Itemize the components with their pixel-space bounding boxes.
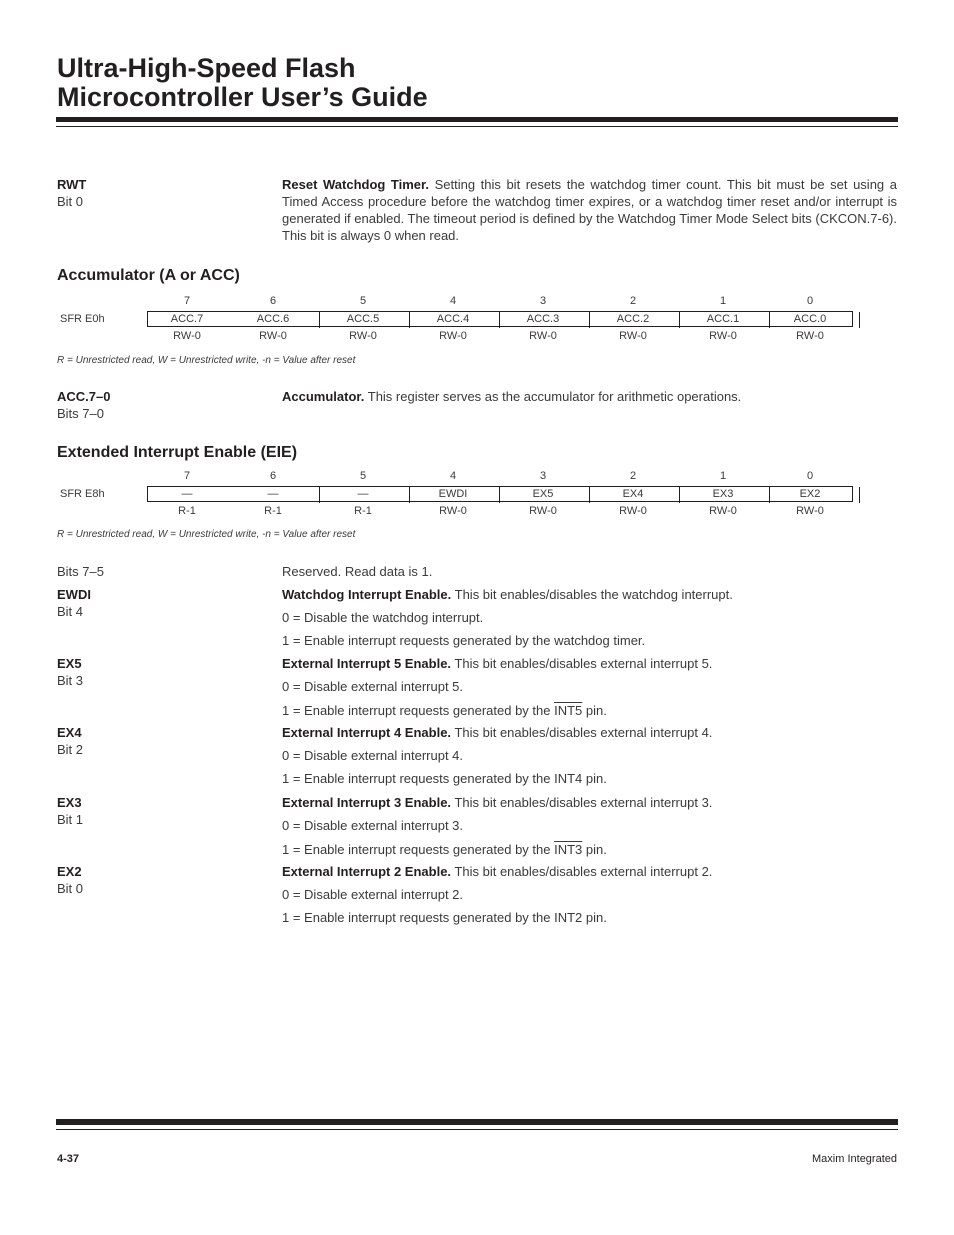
- eie-sfr-address: SFR E8h: [60, 488, 105, 500]
- ex2-label: [57, 863, 83, 897]
- page-number: 4-37: [57, 1153, 80, 1165]
- eie-bit-access: R-1: [178, 505, 196, 517]
- acc-bit-access: RW-0: [619, 330, 647, 342]
- ex5-bit: Bit 3: [57, 673, 84, 688]
- eie-bit-number: 4: [449, 470, 457, 482]
- footer-rule-thin: [56, 1129, 898, 1130]
- ex5-heading: External Interrupt 5 Enable.: [282, 656, 452, 671]
- ewdi-line-1: 1 = Enable interrupt requests generated by the watchdog timer.: [282, 633, 646, 648]
- eie-cell-divider: [499, 487, 500, 503]
- ex2-name: EX2: [57, 864, 82, 879]
- ex5-label: [57, 655, 83, 689]
- acc-register-note: R = Unrestricted read, W = Unrestricted write, -n = Value after reset: [57, 355, 356, 366]
- ex2-text: This bit enables/disables external interrupt 2.: [454, 864, 713, 879]
- eie-bit-number: 6: [269, 470, 277, 482]
- eie-bit-name: EWDI: [438, 488, 468, 500]
- acc-bit-number: 5: [359, 295, 367, 307]
- rwt-description: [282, 176, 897, 244]
- acc-bit-number: 3: [539, 295, 547, 307]
- acc-access-row: [57, 328, 857, 344]
- eie-bit-name: EX4: [622, 488, 644, 500]
- eie-bit-name: EX3: [712, 488, 734, 500]
- eie-bit-access: RW-0: [709, 505, 737, 517]
- acc-cell-divider: [859, 312, 860, 328]
- acc-bit-name-row: [57, 311, 857, 327]
- acc-bit-number: 2: [629, 295, 637, 307]
- eie-bit-access: RW-0: [796, 505, 824, 517]
- acc-bit-access: RW-0: [709, 330, 737, 342]
- eie-bit-access: R-1: [354, 505, 372, 517]
- ex5-line-0: 0 = Disable external interrupt 5.: [282, 679, 464, 694]
- rwt-heading: Reset Watchdog Timer.: [282, 177, 429, 192]
- acc-field-label: [57, 388, 110, 422]
- eie-cell-divider: [319, 487, 320, 503]
- acc-field-name: ACC.7–0: [57, 389, 111, 404]
- ex4-description: [282, 724, 712, 741]
- ex5-line-1: [282, 702, 607, 719]
- acc-bit-access: RW-0: [439, 330, 467, 342]
- acc-bit-name: ACC.7: [170, 313, 204, 325]
- acc-field-heading: Accumulator.: [282, 389, 365, 404]
- acc-cell-divider: [499, 312, 500, 328]
- company-name: Maxim Integrated: [812, 1153, 897, 1165]
- ex5-name: EX5: [57, 656, 82, 671]
- eie-register-table: [57, 468, 857, 528]
- acc-cell-divider: [589, 312, 590, 328]
- ex5-description: [282, 655, 712, 672]
- acc-cell-divider: [679, 312, 680, 328]
- ex5-line-1-pre: 1 = Enable interrupt requests generated by the: [282, 703, 555, 718]
- acc-bit-number: 4: [449, 295, 457, 307]
- eie-bit-number-row: [57, 468, 857, 484]
- ewdi-bit: Bit 4: [57, 604, 84, 619]
- acc-bit-name: ACC.4: [436, 313, 470, 325]
- eie-cell-divider: [679, 487, 680, 503]
- ex3-bit: Bit 1: [57, 812, 84, 827]
- ex4-line-1: 1 = Enable interrupt requests generated by the INT4 pin.: [282, 771, 607, 786]
- ex3-pin-name: INT3: [554, 842, 583, 857]
- eie-bit-number: 2: [629, 470, 637, 482]
- eie-access-row: [57, 503, 857, 519]
- acc-bit-name: ACC.3: [526, 313, 560, 325]
- acc-section-title: Accumulator (A or ACC): [57, 267, 240, 284]
- ewdi-description: [282, 586, 733, 603]
- acc-register-table: [57, 293, 857, 353]
- acc-bit-number-row: [57, 293, 857, 309]
- eie-section-title: Extended Interrupt Enable (EIE): [57, 444, 298, 461]
- acc-bit-access: RW-0: [349, 330, 377, 342]
- ex4-name: EX4: [57, 725, 82, 740]
- acc-field-text: This register serves as the accumulator for arithmetic operations.: [367, 389, 742, 404]
- ewdi-label: [57, 586, 91, 620]
- ex5-line-1-post: pin.: [582, 703, 607, 718]
- acc-sfr-address: SFR E0h: [60, 313, 105, 325]
- eie-bit-access: RW-0: [619, 505, 647, 517]
- rwt-name: RWT: [57, 177, 87, 192]
- title-line-1: Ultra-High-Speed Flash: [57, 53, 356, 83]
- ex4-line-0: 0 = Disable external interrupt 4.: [282, 748, 464, 763]
- acc-bit-name: ACC.0: [793, 313, 827, 325]
- ex2-heading: External Interrupt 2 Enable.: [282, 864, 452, 879]
- acc-cell-divider: [409, 312, 410, 328]
- eie-bit-name: —: [181, 488, 193, 500]
- ewdi-text: This bit enables/disables the watchdog interrupt.: [454, 587, 733, 602]
- ex2-line-0: 0 = Disable external interrupt 2.: [282, 887, 464, 902]
- ewdi-heading: Watchdog Interrupt Enable.: [282, 587, 452, 602]
- acc-cell-divider: [319, 312, 320, 328]
- eie-reserved-bits: Bits 7–5: [57, 564, 104, 579]
- ex3-name: EX3: [57, 795, 82, 810]
- eie-bit-name: —: [267, 488, 279, 500]
- eie-bit-name: EX2: [799, 488, 821, 500]
- acc-bit-number: 1: [719, 295, 727, 307]
- eie-bit-access: RW-0: [529, 505, 557, 517]
- acc-bit-access: RW-0: [529, 330, 557, 342]
- title-line-2: Microcontroller User’s Guide: [57, 82, 428, 112]
- ex3-text: This bit enables/disables external interrupt 3.: [454, 795, 713, 810]
- ex3-heading: External Interrupt 3 Enable.: [282, 795, 452, 810]
- rwt-bit: Bit 0: [57, 194, 84, 209]
- eie-bit-access: RW-0: [439, 505, 467, 517]
- ex3-label: [57, 794, 83, 828]
- acc-bit-number: 7: [183, 295, 191, 307]
- acc-field-bits: Bits 7–0: [57, 406, 104, 421]
- ex3-line-0: 0 = Disable external interrupt 3.: [282, 818, 464, 833]
- eie-reserved-text: Reserved. Read data is 1.: [282, 564, 433, 579]
- acc-bit-access: RW-0: [796, 330, 824, 342]
- ex3-line-1-pre: 1 = Enable interrupt requests generated by the: [282, 842, 555, 857]
- acc-bit-name: ACC.1: [706, 313, 740, 325]
- acc-bit-number: 6: [269, 295, 277, 307]
- ewdi-name: EWDI: [57, 587, 91, 602]
- ex5-text: This bit enables/disables external interrupt 5.: [454, 656, 713, 671]
- acc-bit-access: RW-0: [173, 330, 201, 342]
- ex2-line-1: 1 = Enable interrupt requests generated by the INT2 pin.: [282, 910, 607, 925]
- eie-bit-number: 7: [183, 470, 191, 482]
- rwt-label: [57, 176, 86, 210]
- eie-bit-number: 1: [719, 470, 727, 482]
- footer-rule-thick: [56, 1119, 898, 1125]
- ex3-description: [282, 794, 712, 811]
- eie-cell-divider: [589, 487, 590, 503]
- ex4-label: [57, 724, 83, 758]
- eie-reserved-label: [57, 563, 104, 580]
- acc-bit-name: ACC.5: [346, 313, 380, 325]
- ex4-text: This bit enables/disables external interrupt 4.: [454, 725, 713, 740]
- eie-cell-divider: [859, 487, 860, 503]
- eie-bit-number: 5: [359, 470, 367, 482]
- acc-bit-number: 0: [806, 295, 814, 307]
- ex3-line-1: [282, 841, 607, 858]
- header-rule-thin: [56, 126, 898, 127]
- page-title: [57, 54, 428, 112]
- eie-bit-name: —: [357, 488, 369, 500]
- ex4-heading: External Interrupt 4 Enable.: [282, 725, 452, 740]
- acc-field-description: [282, 388, 897, 405]
- ewdi-line-0: 0 = Disable the watchdog interrupt.: [282, 610, 484, 625]
- acc-bit-name: ACC.6: [256, 313, 290, 325]
- ex3-line-1-post: pin.: [582, 842, 607, 857]
- header-rule-thick: [56, 117, 898, 122]
- eie-cell-divider: [409, 487, 410, 503]
- rwt-text: Setting this bit resets the watchdog timer count. This bit must be set using a Timed Access procedure before the watchdog timer expires, or a watchdog timer reset and/or interrupt is generated if enabled. The timeout period is defined by the Watchdog Timer Mode Select bits (CKCON.7-6). This bit is always 0 when read.: [282, 177, 897, 243]
- eie-bit-number: 0: [806, 470, 814, 482]
- acc-bit-access: RW-0: [259, 330, 287, 342]
- eie-bit-access: R-1: [264, 505, 282, 517]
- eie-bit-name: EX5: [532, 488, 554, 500]
- eie-bit-number: 3: [539, 470, 547, 482]
- eie-register-note: R = Unrestricted read, W = Unrestricted write, -n = Value after reset: [57, 529, 356, 540]
- ex5-pin-name: INT5: [554, 703, 583, 718]
- ex4-bit: Bit 2: [57, 742, 84, 757]
- ex2-description: [282, 863, 712, 880]
- eie-bit-name-row: [57, 486, 857, 502]
- ex2-bit: Bit 0: [57, 881, 84, 896]
- acc-bit-name: ACC.2: [616, 313, 650, 325]
